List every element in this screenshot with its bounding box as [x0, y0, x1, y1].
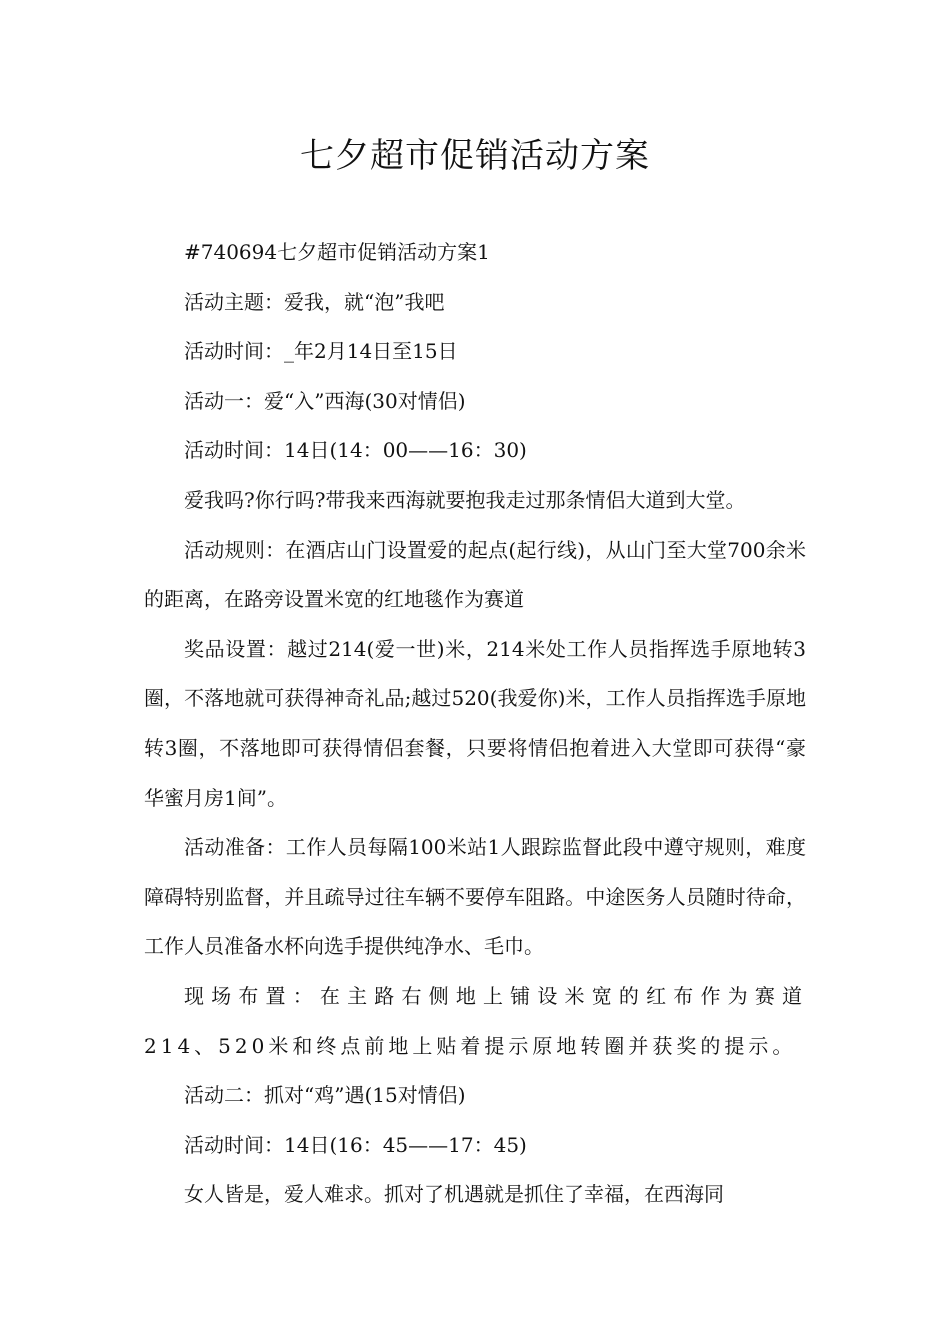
paragraph-layout: 现场布置：在主路右侧地上铺设米宽的红布作为赛道214、520米和终点前地上贴着提示原地转圈并获奖的提示。	[144, 983, 806, 1058]
page-title: 七夕超市促销活动方案	[300, 136, 650, 176]
paragraph-prizes: 奖品设置：越过214(爱一世)米，214米处工作人员指挥选手原地转3圈，不落地就可获得神奇礼品;越过520(我爱你)米，工作人员指挥选手原地转3圈，不落地即可获得情侣套餐，只要将情侣抱着进入大堂即可获得“豪华蜜月房1间”。	[144, 636, 806, 810]
paragraph-activity-two-time: 活动时间：14日(16：45——17：45)	[184, 1132, 527, 1157]
paragraph-activity-one: 活动一：爱“入”西海(30对情侣)	[184, 388, 466, 413]
paragraph-activity-one-time: 活动时间：14日(14：00——16：30)	[184, 438, 527, 463]
document-body	[144, 228, 806, 1220]
paragraph-theme: 活动主题：爱我，就“泡”我吧	[184, 289, 445, 314]
paragraph-heading: #740694七夕超市促销活动方案1	[184, 240, 490, 264]
paragraph-activity-two: 活动二：抓对“鸡”遇(15对情侣)	[184, 1083, 466, 1108]
paragraph-time: 活动时间：_年2月14日至15日	[184, 339, 458, 364]
paragraph-closing: 女人皆是，爱人难求。抓对了机遇就是抓住了幸福，在西海同	[184, 1182, 724, 1207]
paragraph-rules: 活动规则：在酒店山门设置爱的起点(起行线)，从山门至大堂700余米的距离，在路旁设置米宽的红地毯作为赛道	[144, 537, 806, 612]
paragraph-preparation: 活动准备：工作人员每隔100米站1人跟踪监督此段中遵守规则，难度障碍特别监督，并且疏导过往车辆不要停车阻路。中途医务人员随时待命，工作人员准备水杯向选手提供纯净水、毛巾。	[144, 835, 806, 959]
paragraph-intro: 爱我吗?你行吗?带我来西海就要抱我走过那条情侣大道到大堂。	[184, 487, 746, 512]
